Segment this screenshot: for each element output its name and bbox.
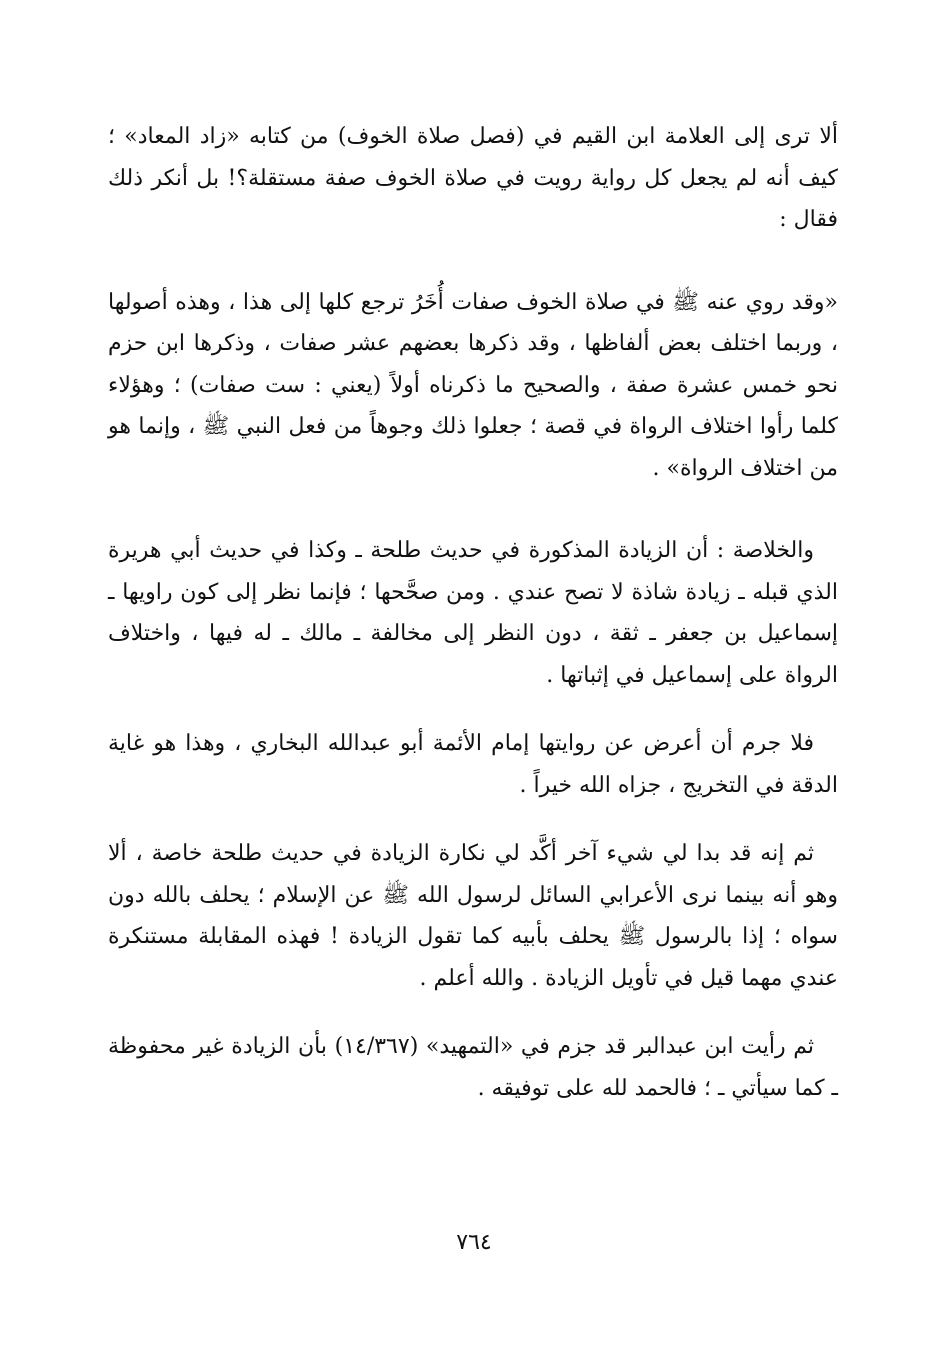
paragraph-summary: والخلاصة : أن الزيادة المذكورة في حديث طلحة ـ وكذا في حديث أبي هريرة الذي قبله ـ زيادة شاذة لا تصح عندي . ومن صحَّحها ؛ فإنما نظر إلى كون راويها ـ إسماعيل بن جعفر ـ ثقة ، دون النظر إلى مخالفة ـ مالك ـ له فيها ، واختلاف الرواة على إسماعيل في إثباتها . [108,538,838,688]
paragraph-intro: ألا ترى إلى العلامة ابن القيم في (فصل صلاة الخوف) من كتابه «زاد المعاد» ؛ كيف أنه لم يجعل كل رواية رويت في صلاة الخوف صفة مستقلة؟! بل أنكر ذلك فقال : [108,124,838,232]
page-body [108,116,838,1109]
page-number: ٧٦٤ [456,1230,492,1255]
paragraph-quotation: «وقد روي عنه ﷺ في صلاة الخوف صفات أُخَرُ ترجع كلها إلى هذا ، وهذه أصولها ، وربما اختلف بعض ألفاظها ، وقد ذكرها بعضهم عشر صفات ، وذكرها ابن حزم نحو خمس عشرة صفة ، والصحيح ما ذكرناه أولاً (يعني : ست صفات) ؛ وهؤلاء كلما رأوا اختلاف الرواة في قصة ؛ جعلوا ذلك وجوهاً من فعل النبي ﷺ ، وإنما هو من اختلاف الرواة» . [108,289,838,481]
paragraph-tamhid: ثم رأيت ابن عبدالبر قد جزم في «التمهيد» (١٤/٣٦٧) بأن الزيادة غير محفوظة ـ كما سيأتي ـ ؛ فالحمد لله على توفيقه . [108,1034,838,1101]
paragraph-bukhari: فلا جرم أن أعرض عن روايتها إمام الأئمة أبو عبدالله البخاري ، وهذا هو غاية الدقة في التخريج ، جزاه الله خيراً . [108,731,838,798]
paragraph-additional-point: ثم إنه قد بدا لي شيء آخر أكَّد لي نكارة الزيادة في حديث طلحة خاصة ، ألا وهو أنه بينما نرى الأعرابي السائل لرسول الله ﷺ عن الإسلام ؛ يحلف بالله دون سواه ؛ إذا بالرسول ﷺ يحلف بأبيه كما تقول الزيادة ! فهذه المقابلة مستنكرة عندي مهما قيل في تأويل الزيادة . والله أعلم . [108,841,838,991]
